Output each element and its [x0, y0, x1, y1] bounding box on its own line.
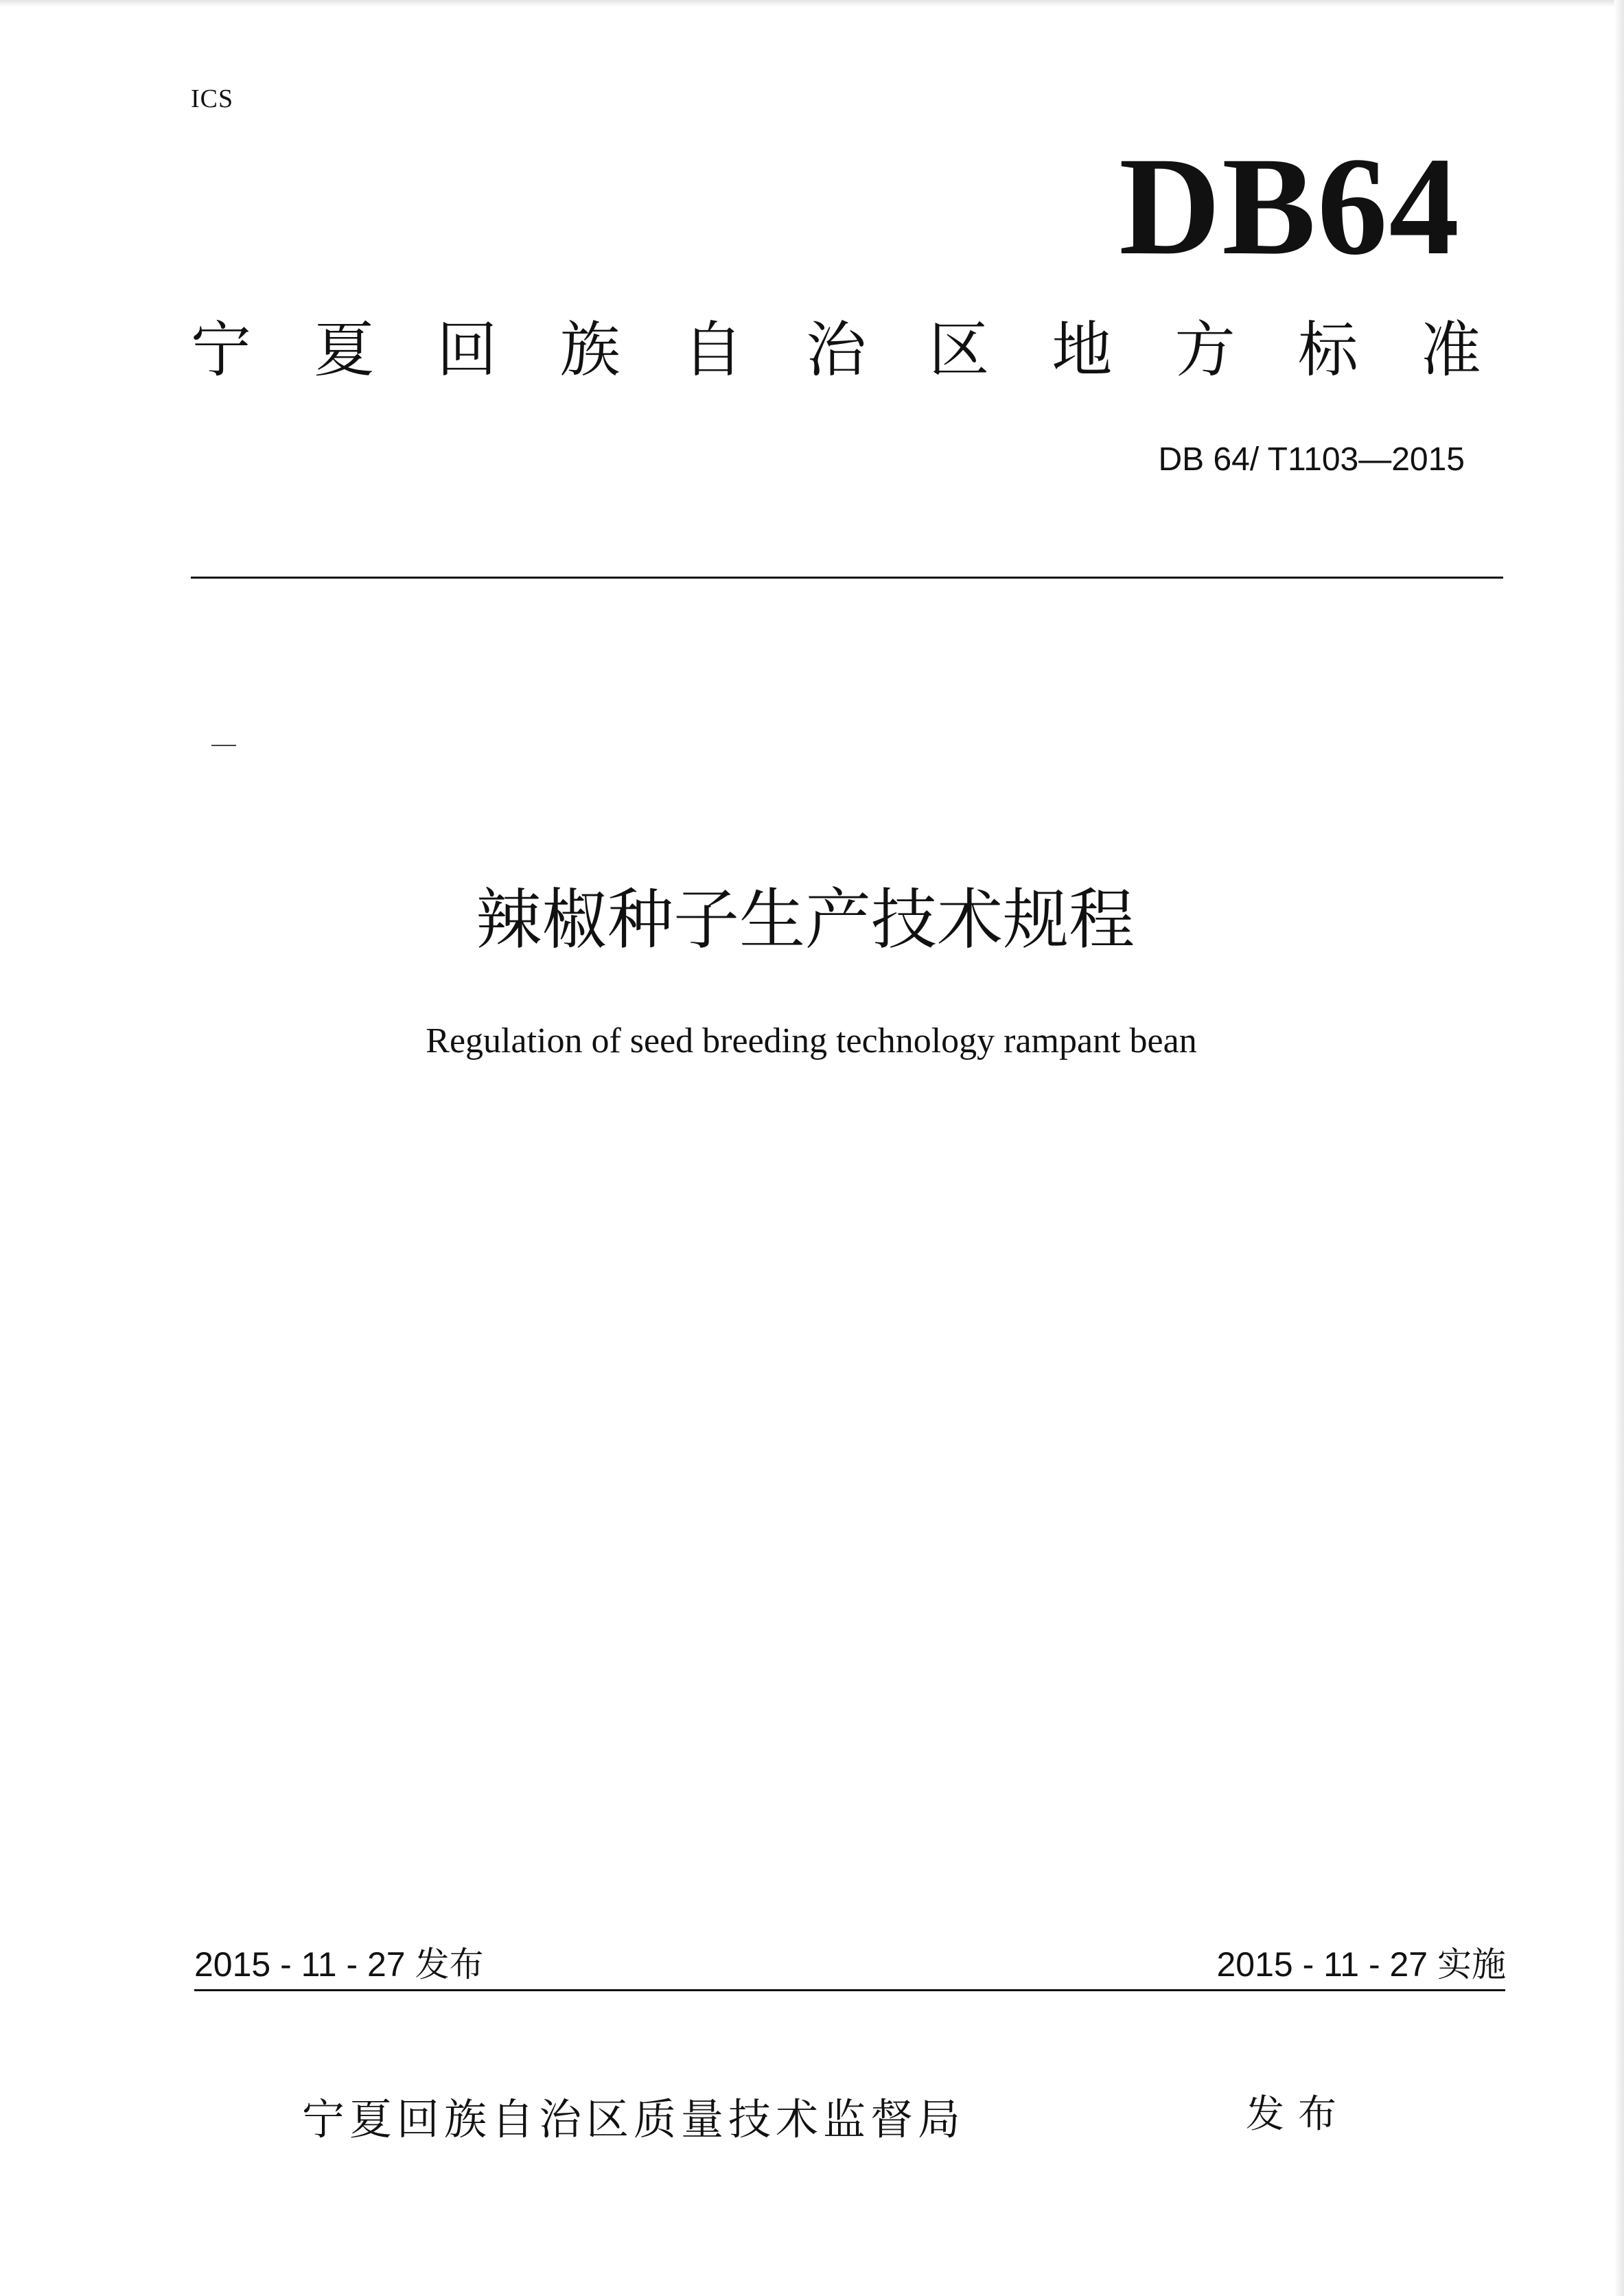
issuing-authority: 宁夏回族自治区质量技术监督局 [302, 2094, 966, 2144]
standard-type-char: 治 [805, 314, 866, 385]
standard-type-char: 方 [1174, 314, 1236, 385]
scan-edge-right [1614, 0, 1624, 2296]
standard-type-char: 地 [1052, 314, 1113, 385]
document-title-chinese: 辣椒种子生产技术规程 [476, 881, 1135, 958]
standard-code-large: DB64 [1119, 128, 1461, 284]
header-divider [191, 577, 1503, 579]
implementation-date: 2015 - 11 - 27 实施 [1216, 1945, 1506, 1984]
scan-edge-top [0, 0, 1624, 7]
standard-type-char: 区 [929, 314, 990, 385]
document-title-english: Regulation of seed breeding technology rampant bean [426, 1021, 1197, 1060]
standard-type-char: 族 [559, 314, 620, 385]
ics-label: ICS [191, 84, 234, 113]
standard-type-heading [191, 312, 1481, 388]
issue-label: 发布 [1246, 2092, 1350, 2137]
standard-number: DB 64/ T1103—2015 [1158, 441, 1465, 478]
standard-type-char: 回 [437, 314, 498, 385]
footer-divider [194, 1989, 1505, 1991]
standard-type-char: 宁 [191, 314, 252, 385]
standard-type-char: 标 [1297, 314, 1358, 385]
issue-date: 2015 - 11 - 27 发布 [194, 1945, 484, 1984]
standard-type-char: 准 [1420, 314, 1481, 385]
scan-mark [211, 745, 236, 746]
standard-type-char: 自 [682, 314, 743, 385]
standard-type-char: 夏 [314, 314, 375, 385]
